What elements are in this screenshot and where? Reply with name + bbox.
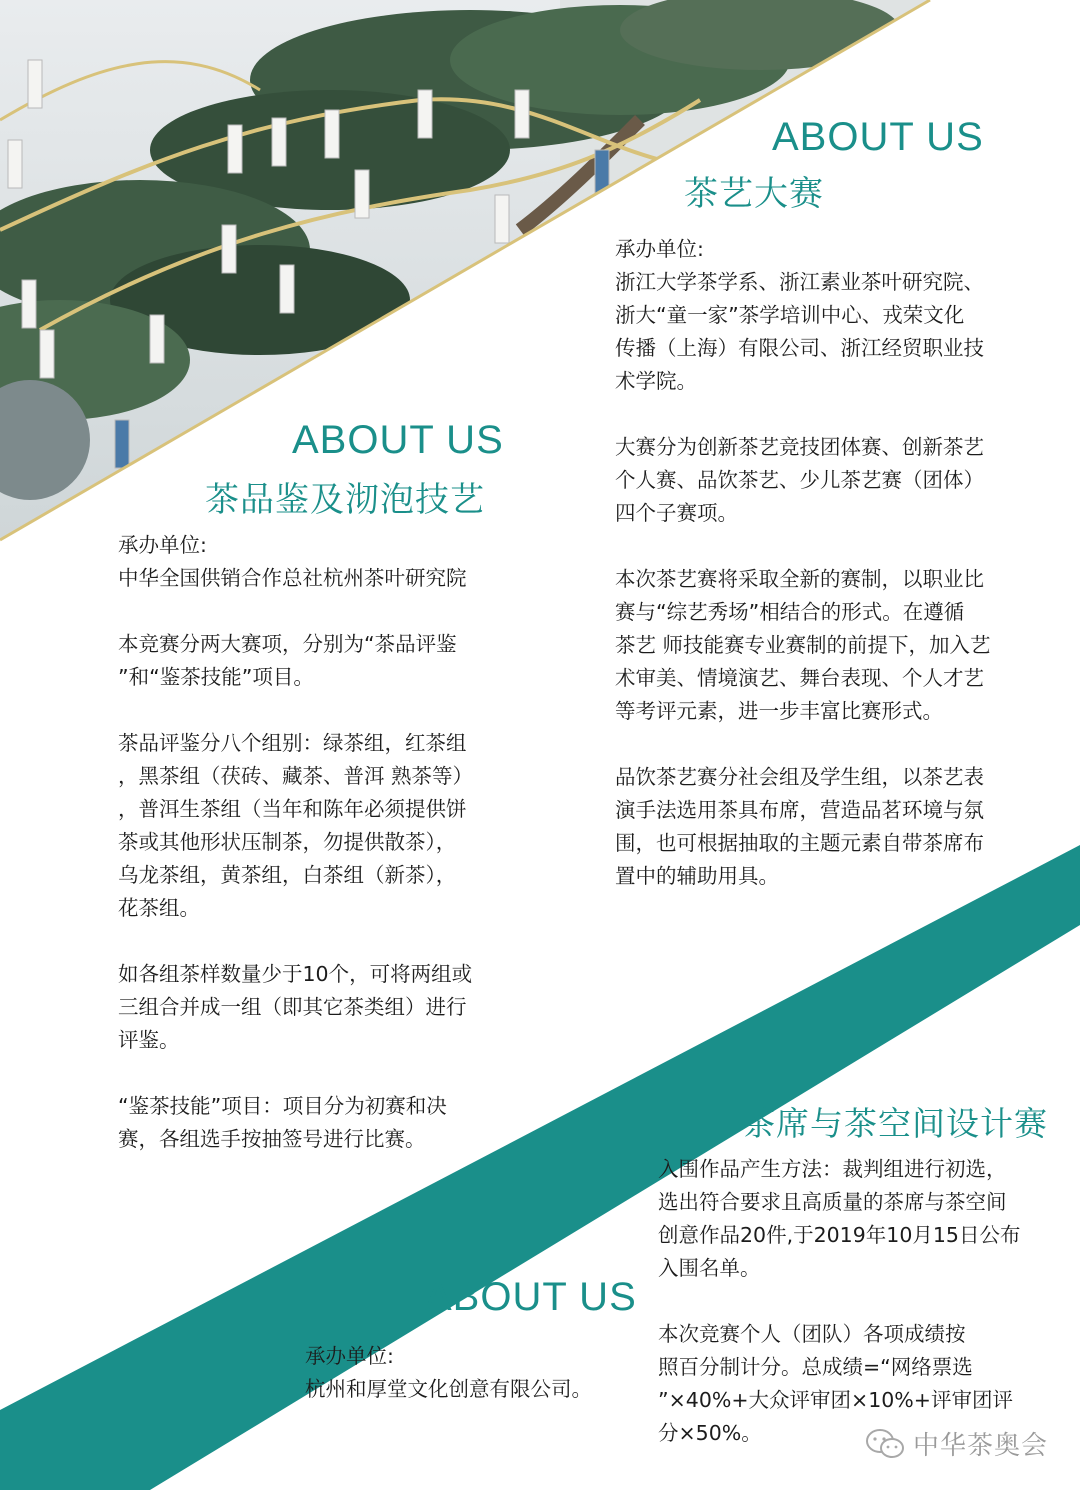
section2-paragraph: 茶品评鉴分八个组别：绿茶组，红茶组 ，黑茶组（茯砖、藏茶、普洱 熟茶等） ，普洱生茶组（当年和陈年必须提供饼 茶或其他形状压制茶，勿提供散茶）， 乌龙茶组，黄茶组，白茶组（新茶）， 花茶组。 [118,731,474,920]
section3-paragraph: 入围作品产生方法：裁判组进行初选， 选出符合要求且高质量的茶席与茶空间 创意作品20件,于2019年10月15日公布 入围名单。 [658,1157,1021,1280]
section2-title: 茶品鉴及沏泡技艺 [205,480,485,520]
watermark-text: 中华茶奥会 [912,1431,1048,1461]
section2-about-heading: ABOUT US [292,418,504,462]
section2-paragraph: 本竞赛分两大赛项，分别为“茶品评鉴 ”和“鉴茶技能”项目。 [118,632,457,689]
section1-about-heading: ABOUT US [772,115,984,159]
section2-paragraph: 如各组茶样数量少于10个，可将两组或 三组合并成一组（即其它茶类组）进行 评鉴。 [118,962,473,1052]
section1-paragraph: 本次茶艺赛将采取全新的赛制，以职业比 赛与“综艺秀场”相结合的形式。在遵循 茶艺 师技能赛专业赛制的前提下，加入艺 术审美、情境演艺、舞台表现、个人才艺 等考评元素，进一步丰富比赛形式。 [615,567,991,723]
section1-body [615,233,1055,893]
section2-paragraph: 承办单位: 中华全国供销合作总社杭州茶叶研究院 [118,533,467,590]
section3-title: 茶席与茶空间设计赛 [742,1104,1048,1143]
section4-about-heading: ABOUT US [425,1275,637,1319]
section4-paragraph: 承办单位: 杭州和厚堂文化创意有限公司。 [305,1344,592,1401]
wechat-icon [865,1428,905,1460]
section2-paragraph: “鉴茶技能”项目：项目分为初赛和决 赛，各组选手按抽签号进行比赛。 [118,1094,447,1151]
section3-body [658,1153,1058,1450]
section2-body [118,529,528,1156]
watermark [865,1425,1048,1462]
section3-paragraph: 本次竞赛个人（团队）各项成绩按 照百分制计分。总成绩=“网络票选 ”×40%+大众评审团×10%+评审团评 分×50%。 [658,1322,1013,1445]
section4-body [305,1340,625,1406]
section1-paragraph: 大赛分为创新茶艺竞技团体赛、创新茶艺 个人赛、品饮茶艺、少儿茶艺赛（团体） 四个子赛项。 [615,435,984,525]
section1-paragraph: 品饮茶艺赛分社会组及学生组，以茶艺表 演手法选用茶具布席，营造品茗环境与氛 围，也可根据抽取的主题元素自带茶席布 置中的辅助用具。 [615,765,984,888]
section1-title: 茶艺大赛 [684,174,824,214]
section1-paragraph: 承办单位: 浙江大学茶学系、浙江素业茶叶研究院、 浙大“童一家”茶学培训中心、戎荣文化 传播（上海）有限公司、浙江经贸职业技 术学院。 [615,237,984,393]
